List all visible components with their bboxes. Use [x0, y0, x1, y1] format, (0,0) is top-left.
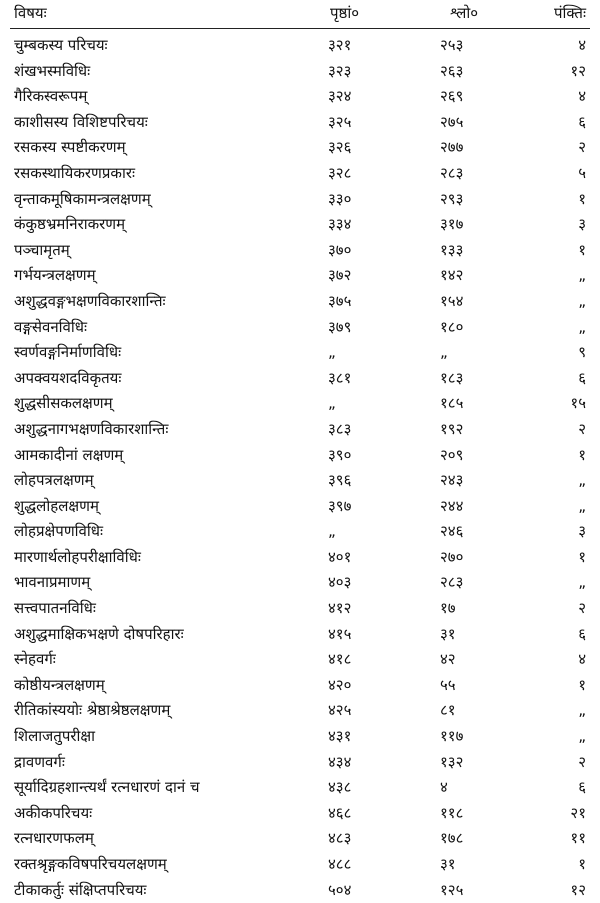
page-cell: ३२४	[328, 87, 352, 106]
subject-cell: अशुद्धमाक्षिकभक्षणे दोषपरिहारः	[14, 624, 184, 643]
subject-cell: पञ्चामृतम्	[14, 240, 70, 259]
page-cell: ३७२	[328, 266, 352, 285]
table-row	[0, 545, 600, 571]
shloka-cell: २६३	[440, 61, 464, 80]
shloka-cell: २५३	[440, 36, 464, 54]
line-cell: ६	[578, 112, 586, 131]
table-row	[0, 340, 600, 366]
shloka-cell: १७	[440, 599, 456, 618]
shloka-cell: २४३	[440, 471, 464, 490]
line-cell: १२	[570, 61, 586, 80]
page-cell: ३२६	[328, 138, 352, 157]
table-row	[0, 417, 600, 443]
page-cell: ३७०	[328, 240, 352, 259]
subject-cell: लोहप्रक्षेपणविधिः	[14, 522, 104, 541]
line-cell: ३	[578, 522, 586, 541]
line-cell: „	[578, 471, 586, 490]
page-cell: „	[328, 522, 336, 541]
shloka-cell: ३१७	[440, 215, 464, 234]
subject-cell: स्नेहवर्गः	[14, 650, 56, 669]
table-row	[0, 698, 600, 724]
line-cell: २	[578, 752, 586, 771]
line-cell: १५	[570, 394, 586, 413]
table-row	[0, 494, 600, 520]
page-cell: ४२५	[328, 701, 352, 720]
line-cell: „	[578, 496, 586, 515]
subject-cell: शुद्धसीसकलक्षणम्	[14, 394, 113, 413]
subject-cell: द्रावणवर्गः	[14, 752, 65, 771]
page-cell: ४१२	[328, 599, 352, 618]
header-page: पृष्ठां०	[330, 4, 360, 22]
table-row	[0, 468, 600, 494]
shloka-cell: २८३	[440, 573, 464, 592]
table-row	[0, 673, 600, 699]
line-cell: ५	[578, 163, 586, 182]
shloka-cell: १७८	[440, 829, 464, 848]
subject-cell: काशीसस्य विशिष्टपरिचयः	[14, 112, 148, 131]
shloka-cell: २८३	[440, 163, 464, 182]
shloka-cell: १२५	[440, 880, 464, 899]
page-cell: ३९७	[328, 496, 352, 515]
page-cell: ४१८	[328, 650, 352, 669]
subject-cell: वङ्गसेवनविधिः	[14, 317, 88, 336]
subject-cell: रसकस्थायिकरणप्रकारः	[14, 163, 135, 182]
line-cell: ४	[578, 36, 586, 54]
line-cell: ४	[578, 650, 586, 669]
subject-cell: लोहपत्रलक्षणम्	[14, 471, 94, 490]
subject-cell: चुम्बकस्य परिचयः	[14, 36, 108, 54]
table-row	[0, 391, 600, 417]
page-cell: ३७९	[328, 317, 352, 336]
shloka-cell: २९३	[440, 189, 464, 208]
line-cell: २	[578, 419, 586, 438]
shloka-cell: १५४	[440, 291, 464, 310]
page-cell: ३२५	[328, 112, 352, 131]
shloka-cell: २४४	[440, 496, 464, 515]
subject-cell: सत्त्वपातनविधिः	[14, 599, 96, 618]
line-cell: „	[578, 291, 586, 310]
page-cell: ४३८	[328, 778, 352, 797]
line-cell: २	[578, 599, 586, 618]
shloka-cell: १८०	[440, 317, 464, 336]
subject-cell: अशुद्धवङ्गभक्षणविकारशान्तिः	[14, 291, 166, 310]
subject-cell: सूर्यादिग्रहशान्त्यर्थं रत्नधारणं दानं च	[14, 778, 200, 797]
shloka-cell: ८१	[440, 701, 456, 720]
header-divider	[10, 28, 590, 29]
index-page	[0, 2, 600, 899]
table-row	[0, 238, 600, 264]
line-cell: ६	[578, 624, 586, 643]
page-cell: ३३४	[328, 215, 352, 234]
line-cell: „	[578, 727, 586, 746]
shloka-cell: २७५	[440, 112, 464, 131]
subject-cell: रक्तश्रृङ्गकविषपरिचयलक्षणम्	[14, 855, 167, 873]
page-cell: ३९६	[328, 471, 352, 490]
subject-cell: मारणार्थलोहपरीक्षाविधिः	[14, 547, 141, 566]
header-line: पंक्तिः	[553, 4, 586, 22]
subject-cell: अकीकपरिचयः	[14, 803, 93, 822]
table-row	[0, 187, 600, 213]
line-cell: „	[578, 317, 586, 336]
table-row	[0, 622, 600, 648]
page-cell: „	[328, 343, 336, 362]
table-header	[0, 2, 600, 24]
page-cell: ४२०	[328, 675, 352, 694]
table-row	[0, 647, 600, 673]
line-cell: १२	[570, 880, 586, 899]
line-cell: „	[578, 266, 586, 285]
shloka-cell: ४	[440, 778, 448, 797]
subject-cell: कंकुष्ठभ्रमनिराकरणम्	[14, 215, 126, 234]
table-row	[0, 801, 600, 827]
page-cell: ३२३	[328, 61, 352, 80]
subject-cell: रीतिकांस्ययोः श्रेष्ठाश्रेष्ठलक्षणम्	[14, 701, 171, 720]
page-cell: ४८३	[328, 829, 352, 848]
shloka-cell: ५५	[440, 675, 456, 694]
line-cell: १	[578, 675, 586, 694]
shloka-cell: ११७	[440, 727, 464, 746]
table-row	[0, 596, 600, 622]
shloka-cell: ११८	[440, 803, 464, 822]
shloka-cell: १३३	[440, 240, 464, 259]
page-cell: ४३४	[328, 752, 352, 771]
subject-cell: गैरिकस्वरूपम्	[14, 87, 88, 106]
page-cell: ३९०	[328, 445, 352, 464]
line-cell: ४	[578, 87, 586, 106]
subject-cell: भावनाप्रमाणम्	[14, 573, 91, 592]
line-cell: ६	[578, 778, 586, 797]
index-table-body	[0, 33, 600, 903]
line-cell: ६	[578, 368, 586, 387]
table-row	[0, 724, 600, 750]
shloka-cell: २०९	[440, 445, 464, 464]
line-cell: २१	[570, 803, 586, 822]
table-row	[0, 263, 600, 289]
shloka-cell: २७७	[440, 138, 464, 157]
shloka-cell: १४२	[440, 266, 464, 285]
subject-cell: स्वर्णवङ्गनिर्माणविधिः	[14, 343, 122, 362]
page-cell: ३७५	[328, 291, 352, 310]
subject-cell: टीकाकर्तुः संक्षिप्तपरिचयः	[14, 880, 147, 899]
table-row	[0, 161, 600, 187]
line-cell: ३	[578, 215, 586, 234]
page-cell: ४६८	[328, 803, 352, 822]
table-row	[0, 315, 600, 341]
table-row	[0, 110, 600, 136]
shloka-cell: ४२	[440, 650, 456, 669]
shloka-cell: १९२	[440, 419, 464, 438]
subject-cell: अशुद्धनागभक्षणविकारशान्तिः	[14, 419, 169, 438]
table-row	[0, 135, 600, 161]
page-cell: ३८१	[328, 368, 352, 387]
table-row	[0, 750, 600, 776]
header-shloka: श्लो०	[450, 4, 479, 22]
page-cell: ३२१	[328, 36, 352, 54]
page-cell: „	[328, 394, 336, 413]
page-cell: ५०४	[328, 880, 352, 899]
subject-cell: अपक्वयशदविकृतयः	[14, 368, 122, 387]
subject-cell: रत्नधारणफलम्	[14, 829, 94, 848]
subject-cell: शिलाजतुपरीक्षा	[14, 727, 96, 746]
line-cell: २	[578, 138, 586, 157]
line-cell: „	[578, 701, 586, 720]
page-cell: ४८८	[328, 855, 352, 873]
table-row	[0, 33, 600, 59]
table-row	[0, 775, 600, 801]
table-row	[0, 212, 600, 238]
shloka-cell: २६९	[440, 87, 464, 106]
line-cell: „	[578, 573, 586, 592]
table-row	[0, 878, 600, 903]
table-row	[0, 519, 600, 545]
line-cell: १	[578, 189, 586, 208]
page-cell: ४०१	[328, 547, 352, 566]
shloka-cell: २४६	[440, 522, 464, 541]
shloka-cell: ३१	[440, 855, 456, 873]
subject-cell: रसकस्य स्पष्टीकरणम्	[14, 138, 126, 157]
table-row	[0, 852, 600, 878]
table-row	[0, 443, 600, 469]
subject-cell: शुद्धलोहलक्षणम्	[14, 496, 99, 515]
line-cell: ११	[570, 829, 586, 848]
subject-cell: शंखभस्मविधिः	[14, 61, 91, 80]
shloka-cell: २७०	[440, 547, 464, 566]
table-row	[0, 289, 600, 315]
header-subject: विषयः	[14, 4, 47, 22]
table-row	[0, 59, 600, 85]
page-cell: ४३१	[328, 727, 352, 746]
page-cell: ३२८	[328, 163, 352, 182]
table-row	[0, 366, 600, 392]
line-cell: १	[578, 547, 586, 566]
page-cell: ४०३	[328, 573, 352, 592]
shloka-cell: १३२	[440, 752, 464, 771]
subject-cell: वृन्ताकमूषिकामन्त्रलक्षणम्	[14, 189, 151, 208]
line-cell: १	[578, 855, 586, 873]
line-cell: १	[578, 240, 586, 259]
subject-cell: आमकादीनां लक्षणम्	[14, 445, 124, 464]
page-cell: ४१५	[328, 624, 352, 643]
shloka-cell: १८५	[440, 394, 464, 413]
table-row	[0, 570, 600, 596]
page-cell: ३३०	[328, 189, 352, 208]
shloka-cell: ३१	[440, 624, 456, 643]
table-row	[0, 826, 600, 852]
shloka-cell: १८३	[440, 368, 464, 387]
shloka-cell: „	[440, 343, 448, 362]
table-row	[0, 84, 600, 110]
line-cell: १	[578, 445, 586, 464]
page-cell: ३८३	[328, 419, 352, 438]
subject-cell: कोष्ठीयन्त्रलक्षणम्	[14, 675, 105, 694]
subject-cell: गर्भयन्त्रलक्षणम्	[14, 266, 96, 285]
line-cell: ९	[578, 343, 586, 362]
